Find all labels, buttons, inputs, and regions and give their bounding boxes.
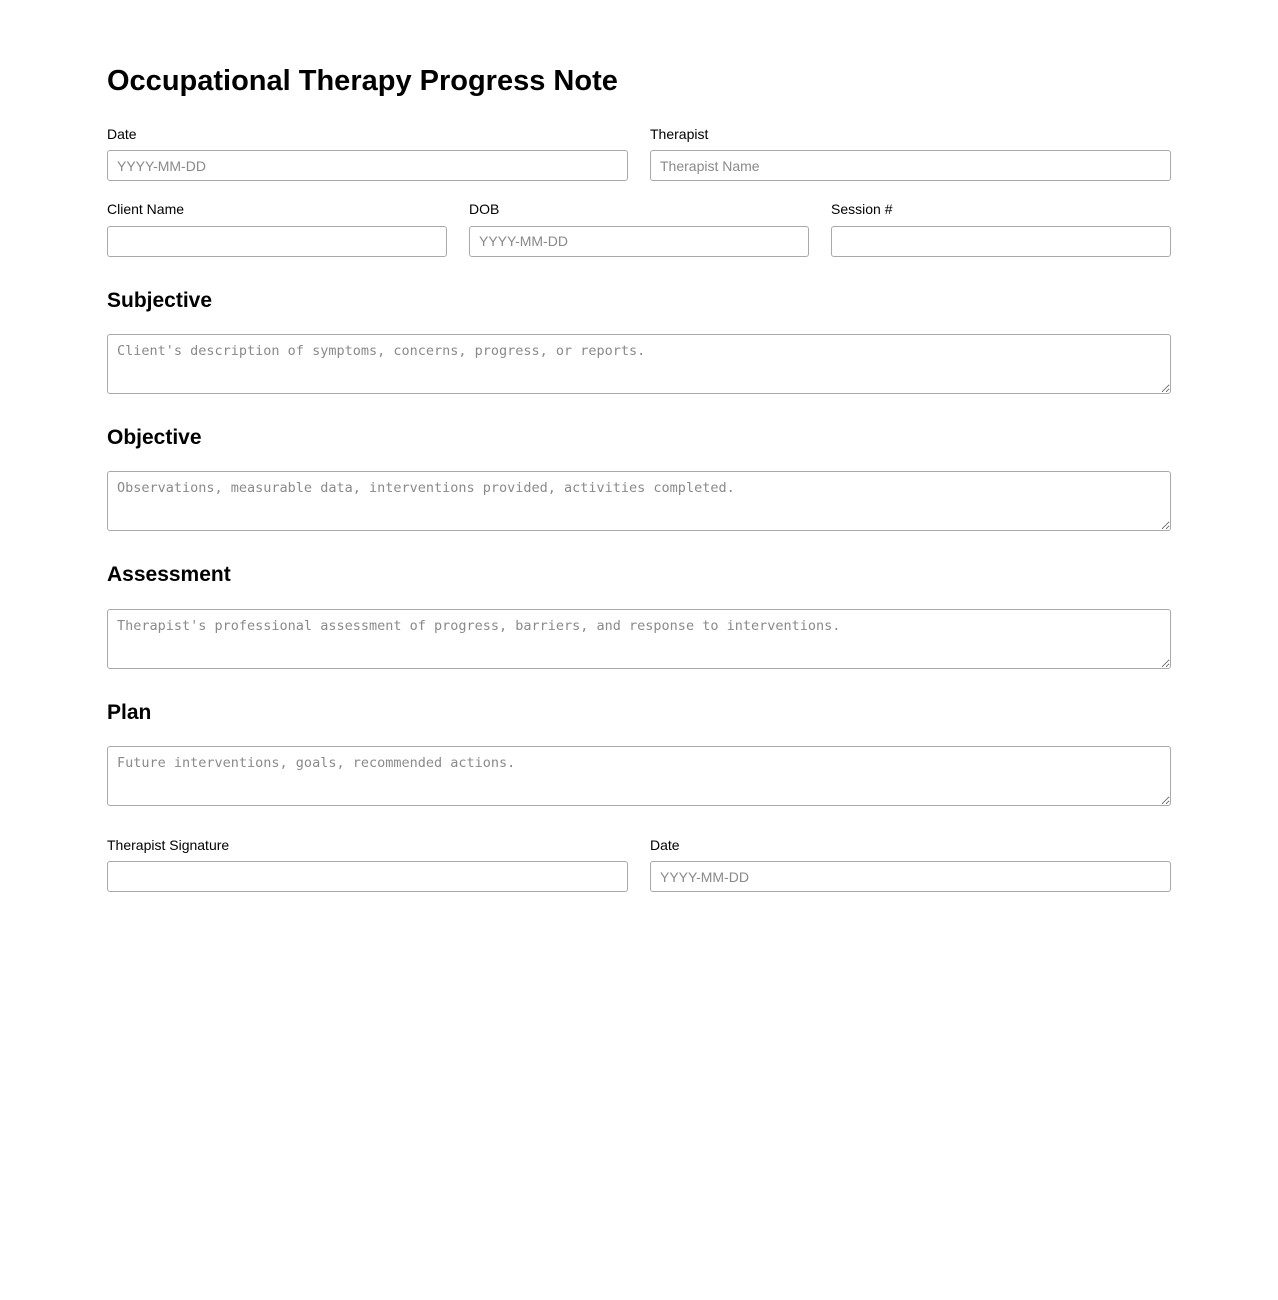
therapist-signature-label: Therapist Signature (107, 836, 230, 853)
client-name-field-group (107, 200, 447, 257)
signature-date-field-group (650, 836, 1171, 893)
signature-date-input[interactable] (650, 861, 1171, 892)
therapist-input[interactable] (650, 150, 1171, 181)
subjective-textarea[interactable] (107, 334, 1171, 394)
header-row-2 (107, 200, 1171, 257)
subjective-heading: Subjective (107, 288, 213, 312)
dob-field-group (469, 200, 809, 257)
page-title: Occupational Therapy Progress Note (107, 65, 618, 97)
header-row-1 (107, 125, 1171, 182)
dob-label: DOB (469, 201, 500, 218)
assessment-textarea[interactable] (107, 609, 1171, 669)
assessment-heading: Assessment (107, 563, 231, 587)
client-name-label: Client Name (107, 201, 185, 218)
plan-textarea[interactable] (107, 746, 1171, 806)
session-number-label: Session # (831, 201, 893, 218)
date-label: Date (107, 125, 137, 142)
therapist-signature-field-group (107, 836, 628, 893)
date-input[interactable] (107, 150, 628, 181)
session-number-input[interactable] (831, 226, 1171, 257)
therapist-signature-input[interactable] (107, 861, 628, 892)
therapist-label: Therapist (650, 125, 709, 142)
dob-input[interactable] (469, 226, 809, 257)
date-field-group (107, 125, 628, 182)
signature-date-label: Date (650, 836, 680, 853)
session-number-field-group (831, 200, 1171, 257)
client-name-input[interactable] (107, 226, 447, 257)
therapist-field-group (650, 125, 1171, 182)
signature-row (107, 836, 1171, 893)
form-page (107, 0, 1171, 952)
objective-textarea[interactable] (107, 471, 1171, 531)
plan-heading: Plan (107, 700, 152, 724)
objective-heading: Objective (107, 426, 202, 450)
